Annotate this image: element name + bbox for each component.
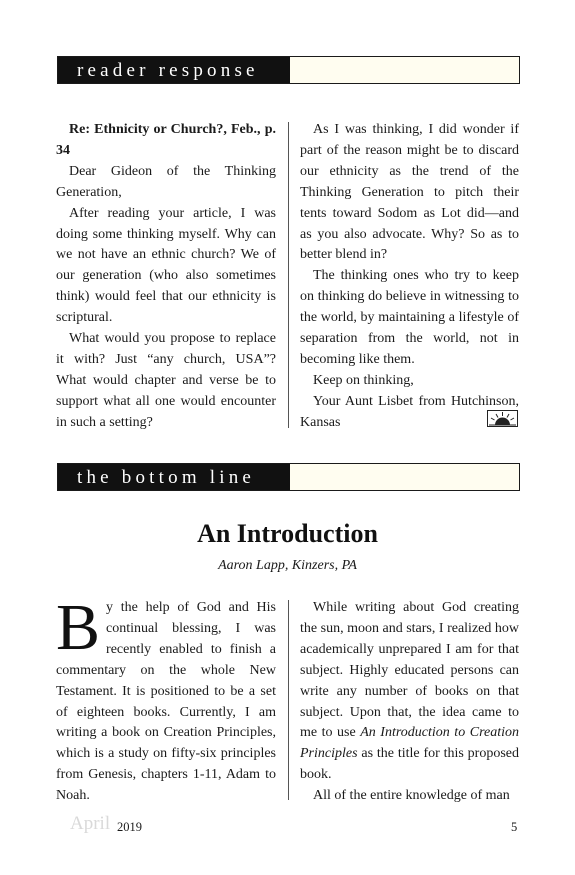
section-banner-bottom-line [57, 463, 520, 491]
drop-cap: B [56, 591, 101, 664]
article-title: An Introduction [197, 519, 378, 548]
letter-closing: Keep on thinking, [313, 372, 414, 388]
book-title: An Introduction to Creation Principles [300, 725, 519, 762]
section-heading: the bottom line [58, 464, 290, 490]
column-divider [288, 600, 289, 800]
footer-year: 2019 [117, 820, 142, 834]
article-paragraph-text: y the help of God and His continual blessing, I was recently enabled to finish a commentary on the whole New Testament. It is positioned to be a set of eighteen books. Currently, I am writing a book on Creation Principles, which is a study on fifty-six principles from Genesis, chapters 1-11, Adam to Noah. [56, 600, 276, 804]
article-column-right [300, 598, 519, 807]
letter-signature: Your Aunt Lisbet from Hutchinson, Kansas [300, 393, 519, 430]
column-divider [288, 122, 289, 428]
letter-paragraph: As I was thinking, I did wonder if part of the reason might be to discard our ethnicity as the trend of the Thinking Generation to pitch their tents toward Sodom as Lot did—and as you also advocate. Why? So as to better blend in? [300, 122, 519, 263]
article-byline: Aaron Lapp, Kinzers, PA [218, 558, 357, 573]
letter-paragraph: What would you propose to replace it with? Just “any church, USA”? What would chapter and verse be to support what all one would encounter in such a setting? [56, 331, 276, 430]
letter-paragraph: After reading your article, I was doing some thinking myself. Why can we not have an ethnic church? We of our generation (who also sometimes think) would feel that our ethnicity is scriptural. [56, 205, 276, 326]
sunrise-icon [487, 410, 518, 427]
footer-month: April [70, 813, 111, 834]
article-paragraph [56, 591, 276, 807]
letter-salutation: Dear Gideon of the Thinking Generation, [56, 163, 276, 200]
page-number: 5 [511, 820, 518, 834]
section-banner-reader-response [57, 56, 520, 84]
article-paragraph-text: While writing about God creating the sun, moon and stars, I realized how academically unprepared I am for that subject. Highly educated persons can write any number of books on that subject. Upon that, the idea came to me to use [300, 600, 519, 741]
letter-column-right [300, 120, 519, 434]
article-column-left [56, 591, 276, 807]
section-heading: reader response [58, 57, 290, 83]
letter-subject: Re: Ethnicity or Church?, Feb., p. 34 [56, 122, 276, 158]
article-paragraph-text: as the title for this proposed book. [300, 746, 519, 783]
letter-paragraph: The thinking ones who try to keep on thinking do believe in witnessing to the world, by maintaining a lifestyle of separation from the world, not in becoming like them. [300, 268, 519, 367]
article-paragraph: All of the entire knowledge of man [313, 788, 510, 804]
article-paragraph [300, 598, 519, 786]
letter-column-left [56, 120, 276, 434]
